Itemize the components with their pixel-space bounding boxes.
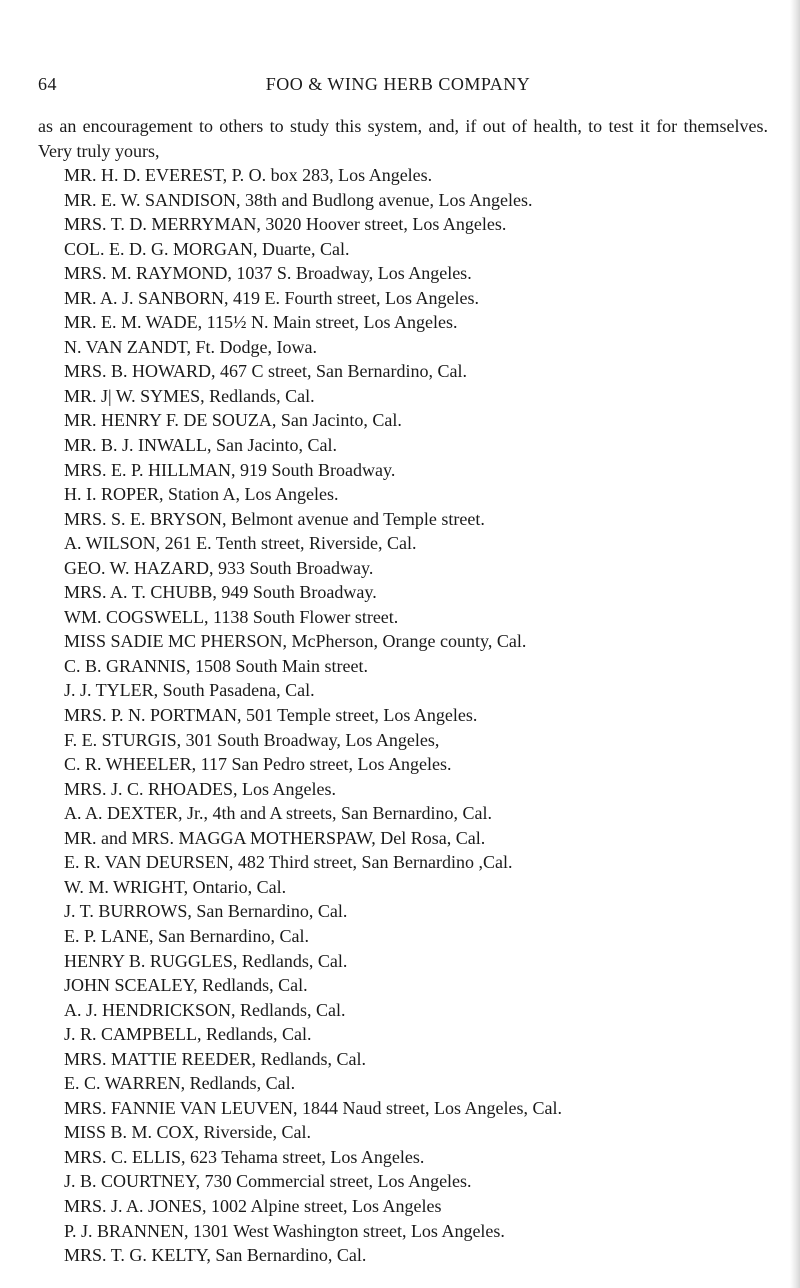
page-header	[38, 74, 758, 100]
signatory-entry: A. WILSON, 261 E. Tenth street, Riverside, Cal.	[64, 533, 417, 554]
signatory-entry: W. M. WRIGHT, Ontario, Cal.	[64, 876, 287, 897]
signatory-entry: MR. HENRY F. DE SOUZA, San Jacinto, Cal.	[64, 410, 402, 431]
signatory-entry: MR. J| W. SYMES, Redlands, Cal.	[64, 385, 315, 406]
signatory-entry: MRS. B. HOWARD, 467 C street, San Bernardino, Cal.	[64, 361, 467, 382]
signatory-entry: MRS. M. RAYMOND, 1037 S. Broadway, Los Angeles.	[64, 263, 472, 284]
running-head-title: FOO & WING HERB COMPANY	[265, 74, 531, 94]
signatory-entry: E. R. VAN DEURSEN, 482 Third street, San Bernardino ,Cal.	[64, 852, 513, 873]
signatory-entry: MISS SADIE MC PHERSON, McPherson, Orange county, Cal.	[64, 631, 527, 652]
signatory-entry: JOHN SCEALEY, Redlands, Cal.	[64, 975, 308, 996]
signatory-entry: F. E. STURGIS, 301 South Broadway, Los Angeles,	[64, 729, 440, 750]
signatory-entry: C. B. GRANNIS, 1508 South Main street.	[64, 655, 369, 676]
signatory-entry: J. T. BURROWS, San Bernardino, Cal.	[64, 901, 348, 922]
signatory-entry: MR. E. W. SANDISON, 38th and Budlong avenue, Los Angeles.	[64, 189, 533, 210]
signatory-entry: MRS. S. E. BRYSON, Belmont avenue and Temple street.	[64, 508, 485, 529]
signatory-entry: N. VAN ZANDT, Ft. Dodge, Iowa.	[64, 336, 317, 357]
signatory-entry: MRS. A. T. CHUBB, 949 South Broadway.	[64, 582, 377, 603]
scan-edge-shadow	[790, 0, 800, 1288]
signatory-entry: MRS. J. C. RHOADES, Los Angeles.	[64, 778, 337, 799]
page-number: 64	[38, 74, 57, 94]
signatory-entry: GEO. W. HAZARD, 933 South Broadway.	[64, 557, 374, 578]
signatory-entry: J. R. CAMPBELL, Redlands, Cal.	[64, 1024, 312, 1045]
signatory-entry: MRS. J. A. JONES, 1002 Alpine street, Los Angeles	[64, 1195, 442, 1216]
signatory-entry: MRS. T. G. KELTY, San Bernardino, Cal.	[64, 1245, 367, 1266]
signatory-entry: MRS. FANNIE VAN LEUVEN, 1844 Naud street, Los Angeles, Cal.	[64, 1097, 562, 1118]
testimonial-signatory-list	[64, 163, 774, 1268]
signatory-entry: J. J. TYLER, South Pasadena, Cal.	[64, 680, 315, 701]
signatory-entry: A. A. DEXTER, Jr., 4th and A streets, San Bernardino, Cal.	[64, 803, 492, 824]
signatory-entry: P. J. BRANNEN, 1301 West Washington street, Los Angeles.	[64, 1220, 505, 1241]
signatory-entry: J. B. COURTNEY, 730 Commercial street, Los Angeles.	[64, 1171, 472, 1192]
signatory-entry: MRS. P. N. PORTMAN, 501 Temple street, Los Angeles.	[64, 705, 478, 726]
signatory-entry: H. I. ROPER, Station A, Los Angeles.	[64, 484, 339, 505]
signatory-entry: MISS B. M. COX, Riverside, Cal.	[64, 1122, 312, 1143]
intro-paragraph	[38, 114, 768, 163]
signatory-entry: WM. COGSWELL, 1138 South Flower street.	[64, 606, 399, 627]
signatory-entry: MRS. C. ELLIS, 623 Tehama street, Los Angeles.	[64, 1146, 425, 1167]
signatory-entry: MRS. T. D. MERRYMAN, 3020 Hoover street, Los Angeles.	[64, 214, 507, 235]
signatory-entry: MR. and MRS. MAGGA MOTHERSPAW, Del Rosa, Cal.	[64, 827, 486, 848]
signatory-entry: C. R. WHEELER, 117 San Pedro street, Los Angeles.	[64, 754, 452, 775]
signatory-entry: MR. A. J. SANBORN, 419 E. Fourth street, Los Angeles.	[64, 287, 480, 308]
signatory-entry: HENRY B. RUGGLES, Redlands, Cal.	[64, 950, 348, 971]
signatory-entry: MR. H. D. EVEREST, P. O. box 283, Los Angeles.	[64, 165, 433, 185]
signatory-entry: MR. E. M. WADE, 115½ N. Main street, Los Angeles.	[64, 312, 458, 333]
intro-text: as an encouragement to others to study this system, and, if out of health, to test it for themselves. Very truly yours,	[38, 116, 768, 161]
signatory-entry: MRS. MATTIE REEDER, Redlands, Cal.	[64, 1048, 366, 1069]
signatory-entry: MRS. E. P. HILLMAN, 919 South Broadway.	[64, 459, 396, 480]
signatory-entry: MR. B. J. INWALL, San Jacinto, Cal.	[64, 435, 337, 456]
signatory-entry: COL. E. D. G. MORGAN, Duarte, Cal.	[64, 238, 350, 259]
signatory-entry: A. J. HENDRICKSON, Redlands, Cal.	[64, 999, 346, 1020]
signatory-entry: E. P. LANE, San Bernardino, Cal.	[64, 925, 309, 946]
signatory-entry: E. C. WARREN, Redlands, Cal.	[64, 1073, 296, 1094]
